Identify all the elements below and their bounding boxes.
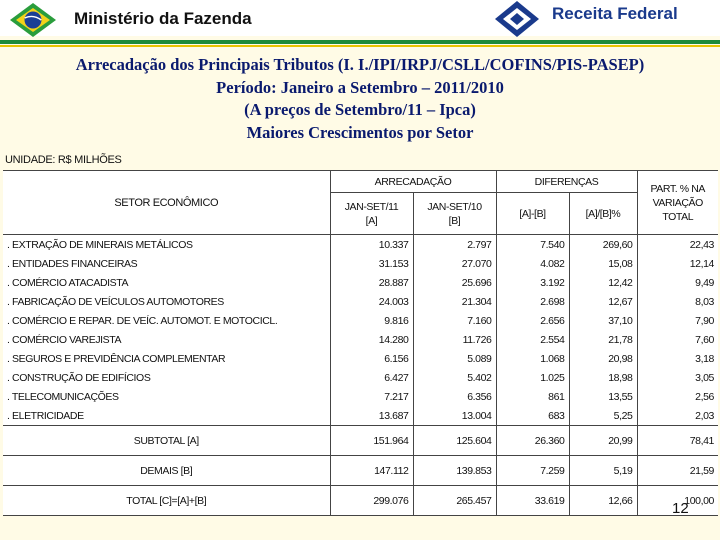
total-row xyxy=(3,486,718,516)
row-part: 12,14 xyxy=(637,254,718,273)
subtotal-diff: 26.360 xyxy=(496,426,569,456)
table-row xyxy=(3,387,718,406)
row-value-a: 9.816 xyxy=(330,311,413,330)
row-value-a: 28.887 xyxy=(330,273,413,292)
table-row xyxy=(3,368,718,387)
row-part: 2,56 xyxy=(637,387,718,406)
table-row xyxy=(3,406,718,426)
row-pct: 12,67 xyxy=(569,292,637,311)
row-sector: . FABRICAÇÃO DE VEÍCULOS AUTOMOTORES xyxy=(7,295,224,308)
row-sector: . ENTIDADES FINANCEIRAS xyxy=(7,257,138,270)
row-value-b: 27.070 xyxy=(413,254,496,273)
revenue-table xyxy=(3,170,718,516)
row-part: 8,03 xyxy=(637,292,718,311)
row-diff: 1.025 xyxy=(496,368,569,387)
row-part: 3,18 xyxy=(637,349,718,368)
header-part-line: TOTAL xyxy=(662,210,694,223)
row-value-a: 6.156 xyxy=(330,349,413,368)
brazil-coat-of-arms-icon xyxy=(6,1,60,39)
header-bar xyxy=(0,0,720,36)
slide-titles xyxy=(0,54,720,144)
header-col-a-period: JAN-SET/11 xyxy=(344,200,399,213)
table-row xyxy=(3,292,718,311)
demais-diff: 7.259 xyxy=(496,456,569,486)
header-divider-yellow xyxy=(0,45,720,47)
table-row xyxy=(3,330,718,349)
table-row xyxy=(3,349,718,368)
row-value-a: 31.153 xyxy=(330,254,413,273)
page-number: 12 xyxy=(672,500,689,517)
row-diff: 1.068 xyxy=(496,349,569,368)
row-value-b: 21.304 xyxy=(413,292,496,311)
demais-value-a: 147.112 xyxy=(330,456,413,486)
table-row xyxy=(3,273,718,292)
row-pct: 269,60 xyxy=(569,235,637,255)
row-diff: 3.192 xyxy=(496,273,569,292)
header-col-pct: [A]/[B]% xyxy=(569,193,637,235)
row-sector: . EXTRAÇÃO DE MINERAIS METÁLICOS xyxy=(7,238,193,251)
row-value-b: 5.089 xyxy=(413,349,496,368)
row-pct: 15,08 xyxy=(569,254,637,273)
table-unit: UNIDADE: R$ MILHÕES xyxy=(5,154,122,166)
slide-price-basis: (A preços de Setembro/11 – Ipca) xyxy=(244,100,476,119)
row-value-a: 10.337 xyxy=(330,235,413,255)
row-value-b: 13.004 xyxy=(413,406,496,426)
subtotal-label: SUBTOTAL [A] xyxy=(3,426,330,456)
row-value-a: 7.217 xyxy=(330,387,413,406)
row-sector: . TELECOMUNICAÇÕES xyxy=(7,390,119,403)
table-row xyxy=(3,235,718,255)
row-part: 3,05 xyxy=(637,368,718,387)
row-value-b: 5.402 xyxy=(413,368,496,387)
row-value-b: 2.797 xyxy=(413,235,496,255)
row-part: 2,03 xyxy=(637,406,718,426)
header-col-b xyxy=(413,193,496,235)
row-diff: 861 xyxy=(496,387,569,406)
row-value-a: 14.280 xyxy=(330,330,413,349)
table-row xyxy=(3,311,718,330)
row-part: 7,90 xyxy=(637,311,718,330)
row-diff: 2.656 xyxy=(496,311,569,330)
row-pct: 21,78 xyxy=(569,330,637,349)
row-sector: . COMÉRCIO VAREJISTA xyxy=(7,333,122,346)
total-part: 100,00 xyxy=(637,486,718,516)
ministry-name: Ministério da Fazenda xyxy=(74,9,252,28)
row-value-b: 7.160 xyxy=(413,311,496,330)
total-diff: 33.619 xyxy=(496,486,569,516)
header-col-b-tag: [B] xyxy=(448,214,461,227)
row-pct: 5,25 xyxy=(569,406,637,426)
total-value-b: 265.457 xyxy=(413,486,496,516)
header-col-b-period: JAN-SET/10 xyxy=(427,200,482,213)
row-diff: 2.554 xyxy=(496,330,569,349)
header-part-line: PART. % NA xyxy=(650,182,706,195)
receita-federal-logo-icon xyxy=(494,0,540,38)
row-part: 7,60 xyxy=(637,330,718,349)
subtotal-row xyxy=(3,426,718,456)
slide-subtitle: Maiores Crescimentos por Setor xyxy=(246,122,474,142)
row-diff: 7.540 xyxy=(496,235,569,255)
demais-part: 21,59 xyxy=(637,456,718,486)
row-value-a: 6.427 xyxy=(330,368,413,387)
row-pct: 18,98 xyxy=(569,368,637,387)
header-divider-green xyxy=(0,40,720,44)
demais-value-b: 139.853 xyxy=(413,456,496,486)
row-part: 9,49 xyxy=(637,273,718,292)
subtotal-pct: 20,99 xyxy=(569,426,637,456)
header-col-a xyxy=(330,193,413,235)
row-value-b: 11.726 xyxy=(413,330,496,349)
row-value-b: 25.696 xyxy=(413,273,496,292)
demais-pct: 5,19 xyxy=(569,456,637,486)
row-value-a: 24.003 xyxy=(330,292,413,311)
header-sector: SETOR ECONÔMICO xyxy=(3,171,330,235)
row-diff: 683 xyxy=(496,406,569,426)
header-part-line: VARIAÇÃO xyxy=(652,196,703,209)
total-label: TOTAL [C]=[A]+[B] xyxy=(3,486,330,516)
demais-row xyxy=(3,456,718,486)
header-col-diff: [A]-[B] xyxy=(496,193,569,235)
row-part: 22,43 xyxy=(637,235,718,255)
row-value-a: 13.687 xyxy=(330,406,413,426)
row-diff: 2.698 xyxy=(496,292,569,311)
slide-title: Arrecadação dos Principais Tributos (I. I./IPI/IRPJ/CSLL/COFINS/PIS-PASEP) xyxy=(75,55,645,74)
row-diff: 4.082 xyxy=(496,254,569,273)
row-sector: . ELETRICIDADE xyxy=(3,406,330,426)
total-pct: 12,66 xyxy=(569,486,637,516)
row-pct: 37,10 xyxy=(569,311,637,330)
row-pct: 20,98 xyxy=(569,349,637,368)
row-sector: . SEGUROS E PREVIDÊNCIA COMPLEMENTAR xyxy=(7,352,226,365)
header-diferencas: DIFERENÇAS xyxy=(496,171,637,193)
agency-name: Receita Federal xyxy=(552,4,678,23)
subtotal-part: 78,41 xyxy=(637,426,718,456)
header-part xyxy=(637,171,718,235)
row-sector: . COMÉRCIO ATACADISTA xyxy=(7,276,129,289)
slide-period: Período: Janeiro a Setembro – 2011/2010 xyxy=(216,77,504,97)
total-value-a: 299.076 xyxy=(330,486,413,516)
row-sector: . COMÉRCIO E REPAR. DE VEÍC. AUTOMOT. E MOTOCICL. xyxy=(7,314,278,327)
header-col-a-tag: [A] xyxy=(365,214,378,227)
demais-label: DEMAIS [B] xyxy=(3,456,330,486)
subtotal-value-a: 151.964 xyxy=(330,426,413,456)
table-row xyxy=(3,254,718,273)
row-sector: . CONSTRUÇÃO DE EDIFÍCIOS xyxy=(7,371,151,384)
subtotal-value-b: 125.604 xyxy=(413,426,496,456)
header-arrecadacao: ARRECADAÇÃO xyxy=(330,171,496,193)
row-pct: 12,42 xyxy=(569,273,637,292)
row-value-b: 6.356 xyxy=(413,387,496,406)
row-pct: 13,55 xyxy=(569,387,637,406)
